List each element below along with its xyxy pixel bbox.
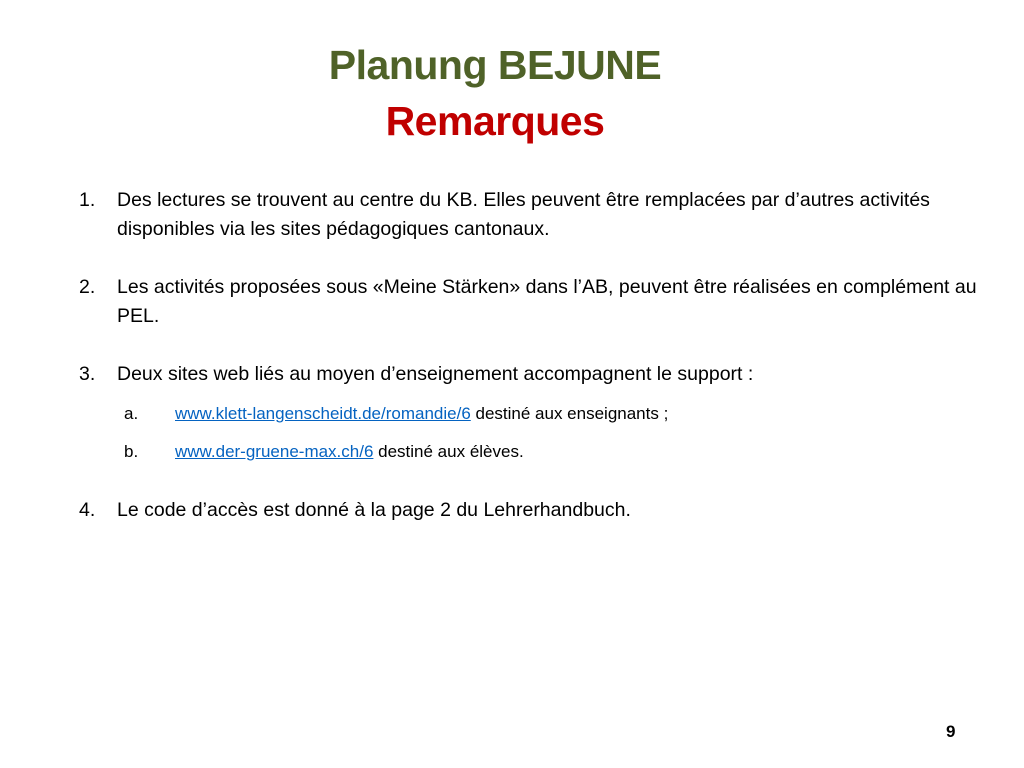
sub-item-content — [175, 402, 984, 426]
list-item-text: Le code d’accès est donné à la page 2 du Lehrerhandbuch. — [117, 499, 631, 521]
list-item-4 — [79, 496, 989, 525]
page-number: 9 — [946, 722, 956, 741]
slide-subtitle: Remarques — [385, 98, 605, 144]
sub-item-text: destiné aux enseignants ; — [470, 404, 669, 423]
sub-item-text: destiné aux élèves. — [373, 442, 524, 461]
link-klett-langenscheidt[interactable]: www.klett-langenscheidt.de/romandie/6 — [175, 404, 471, 423]
link-der-gruene-max[interactable]: www.der-gruene-max.ch/6 — [175, 442, 374, 461]
list-item-number: 2. — [79, 276, 96, 298]
sub-item-a — [124, 402, 984, 426]
slide-title: Planung BEJUNE — [328, 42, 662, 88]
sub-item-letter: a. — [124, 404, 139, 423]
list-item-1 — [79, 186, 989, 244]
sub-item-letter: b. — [124, 442, 139, 461]
sub-item-b — [124, 440, 984, 464]
list-item-text: Deux sites web liés au moyen d’enseignement accompagnent le support : — [117, 363, 754, 385]
list-item-3 — [79, 360, 989, 389]
list-item-number: 3. — [79, 363, 96, 385]
list-item-2 — [79, 273, 989, 331]
list-item-text: Les activités proposées sous «Meine Stärken» dans l’AB, peuvent être réalisées en complément au PEL. — [117, 276, 977, 327]
sub-item-content — [175, 440, 984, 464]
list-item-number: 4. — [79, 499, 96, 521]
list-item-text: Des lectures se trouvent au centre du KB. Elles peuvent être remplacées par d’autres activités disponibles via les sites pédagogiques cantonaux. — [117, 189, 930, 240]
list-item-number: 1. — [79, 189, 96, 211]
